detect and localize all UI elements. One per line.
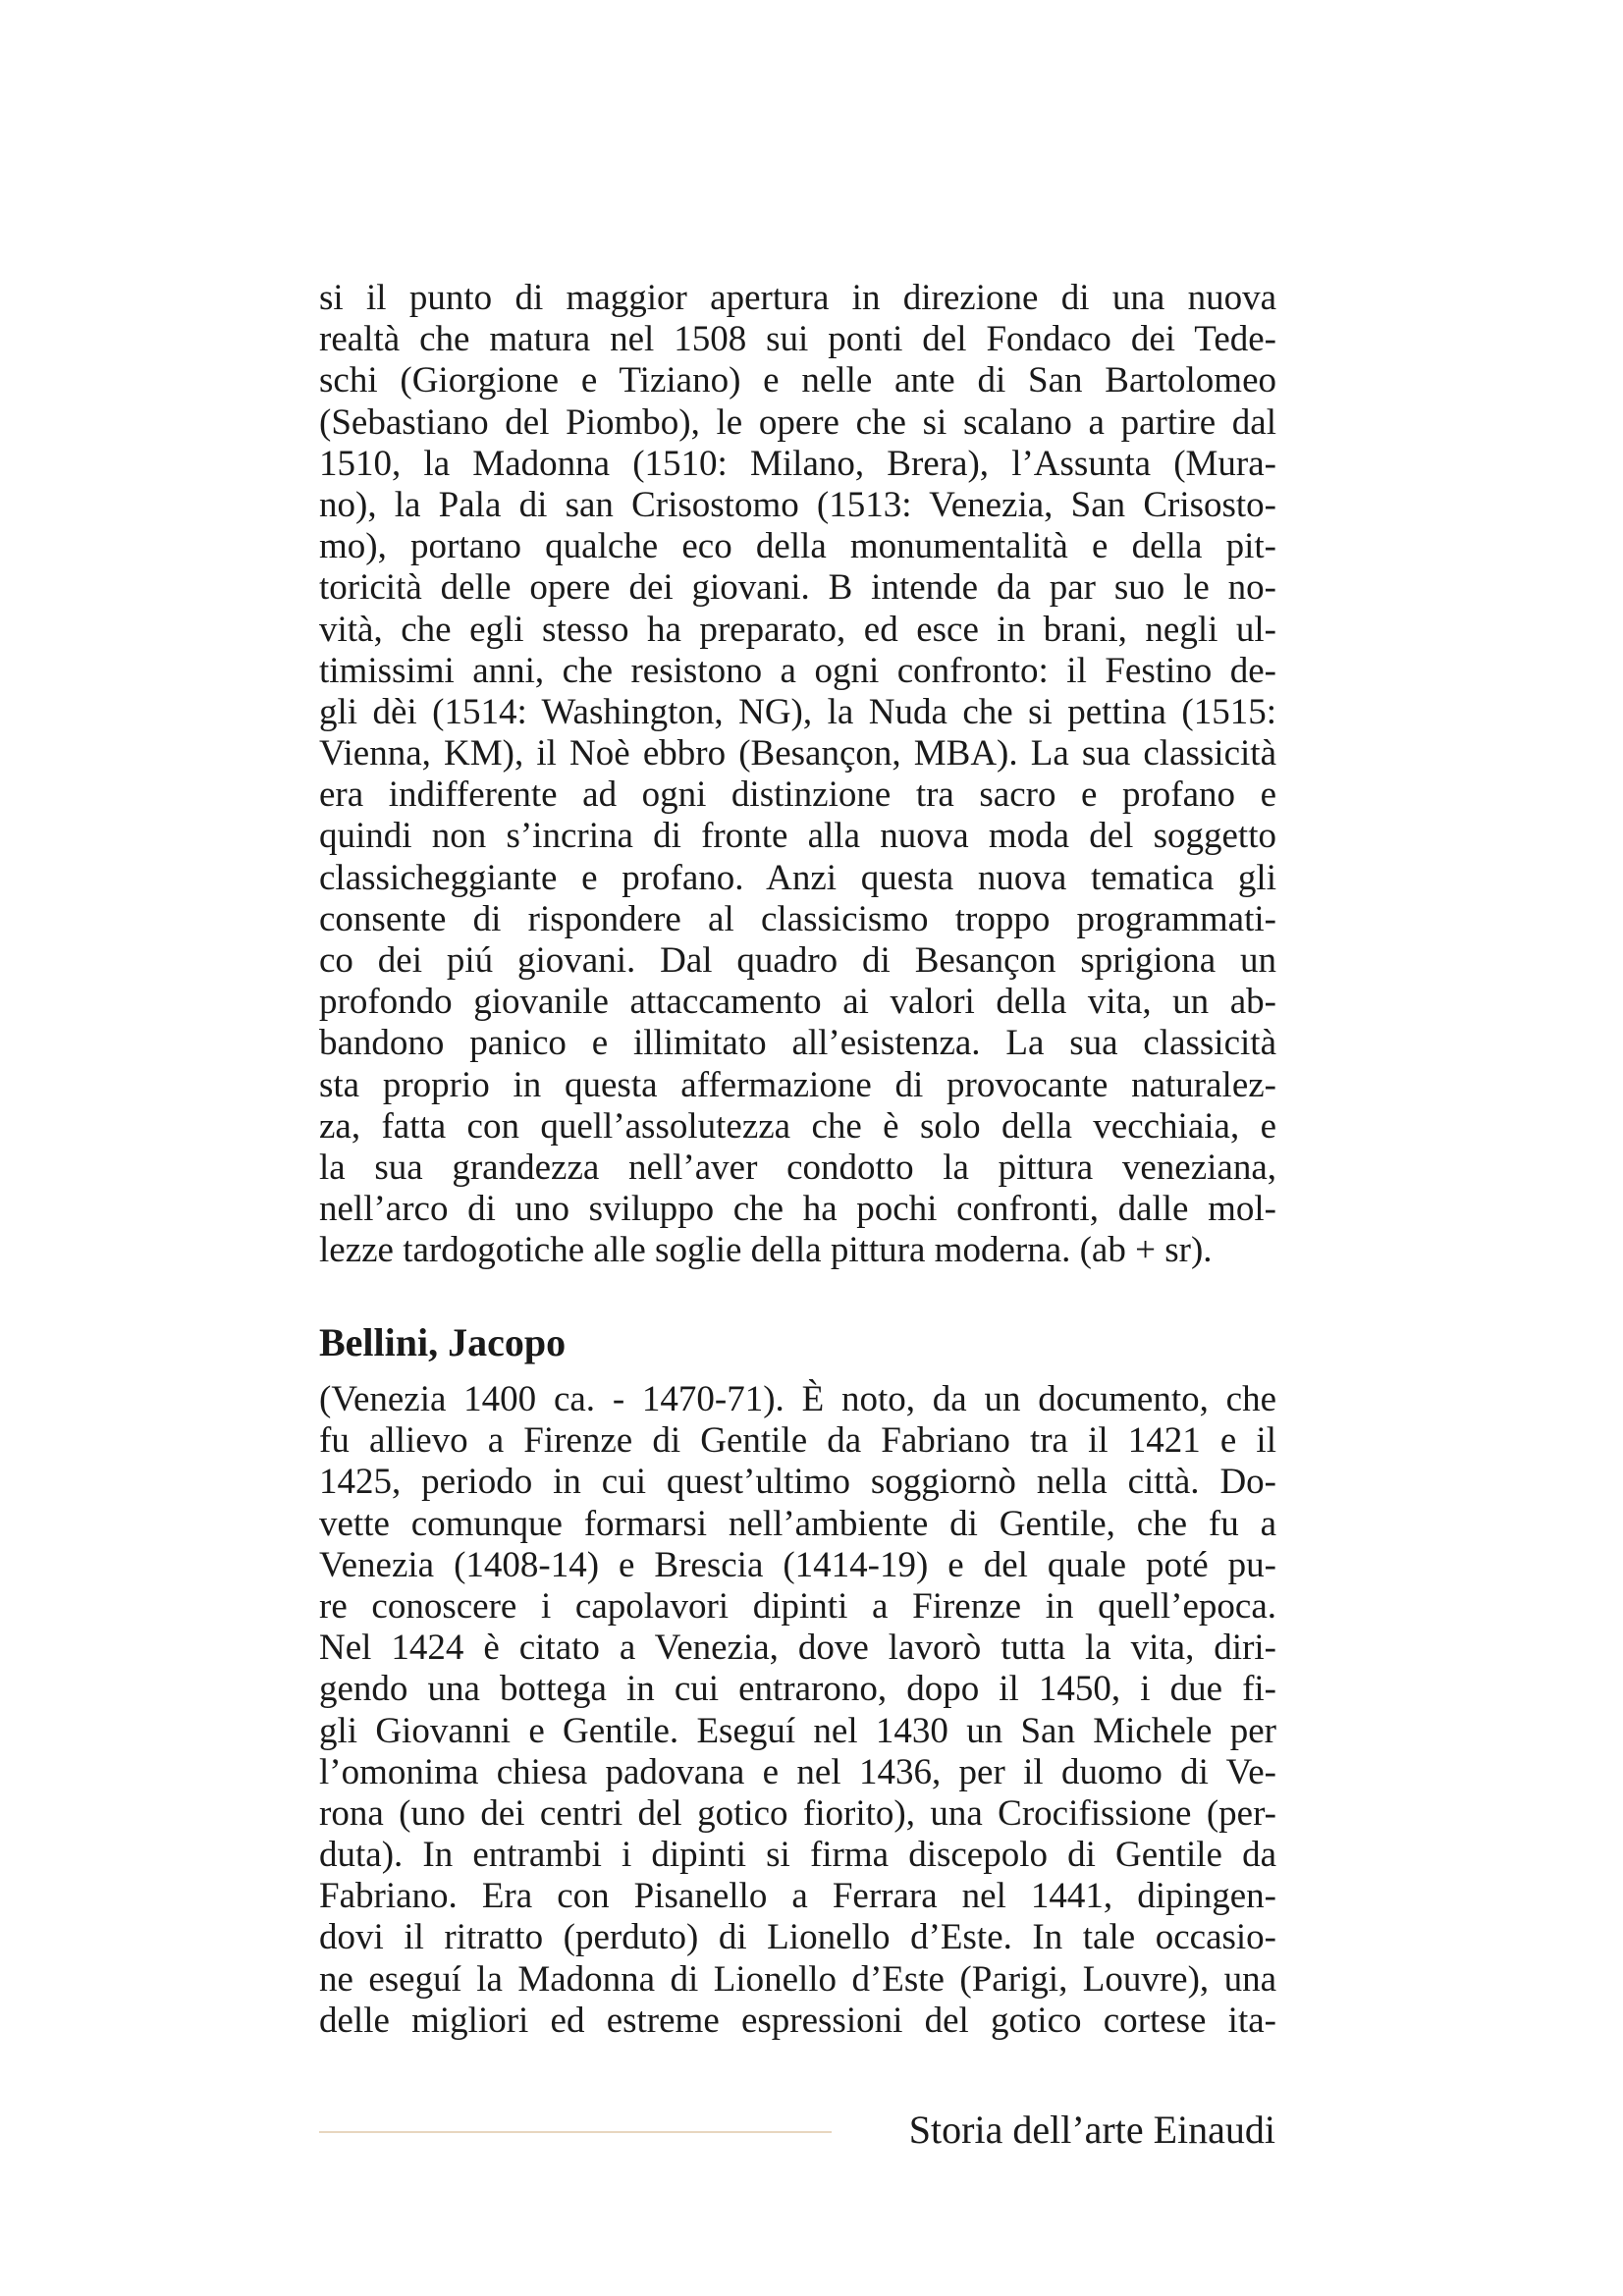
entry-heading: Bellini, Jacopo xyxy=(319,1320,567,1364)
text-line: era indifferente ad ogni distinzione tra sacro e profano e xyxy=(319,774,1276,816)
text-line: no), la Pala di san Crisostomo (1513: Venezia, San Crisosto- xyxy=(319,484,1276,525)
text-line: realtà che matura nel 1508 sui ponti del Fondaco dei Tede- xyxy=(319,319,1276,360)
text-line: delle migliori ed estreme espressioni del gotico cortese ita- xyxy=(319,2000,1276,2041)
text-line: timissimi anni, che resistono a ogni confronto: il Festino de- xyxy=(319,650,1276,691)
text-line: vità, che egli stesso ha preparato, ed esce in brani, negli ul- xyxy=(319,609,1276,650)
text-line: dovi il ritratto (perduto) di Lionello d’Este. In tale occasio- xyxy=(319,1917,1276,1958)
text-line: rona (uno dei centri del gotico fiorito), una Crocifissione (per- xyxy=(319,1792,1276,1834)
text-line: ne eseguí la Madonna di Lionello d’Este (Parigi, Louvre), una xyxy=(319,1958,1276,2000)
text-line: (Sebastiano del Piombo), le opere che si scalano a partire dal xyxy=(319,401,1276,443)
text-line: Nel 1424 è citato a Venezia, dove lavorò tutta la vita, diri- xyxy=(319,1628,1276,1669)
text-line: si il punto di maggior apertura in direzione di una nuova xyxy=(319,278,1276,318)
text-line: 1425, periodo in cui quest’ultimo soggiornò nella città. Do- xyxy=(319,1462,1276,1503)
text-line: gli dèi (1514: Washington, NG), la Nuda che si pettina (1515: xyxy=(319,691,1276,732)
text-line: la sua grandezza nell’aver condotto la pittura veneziana, xyxy=(319,1147,1276,1188)
text-line: Vienna, KM), il Noè ebbro (Besançon, MBA). La sua classicità xyxy=(319,733,1276,774)
text-line: schi (Giorgione e Tiziano) e nelle ante di San Bartolomeo xyxy=(319,360,1276,401)
text-line: l’omonima chiesa padovana e nel 1436, per il duomo di Ve- xyxy=(319,1751,1276,1792)
text-line: consente di rispondere al classicismo troppo programmati- xyxy=(319,898,1276,939)
text-line: Venezia (1408-14) e Brescia (1414-19) e del quale poté pu- xyxy=(319,1544,1276,1585)
text-line: co dei piú giovani. Dal quadro di Besançon sprigiona un xyxy=(319,940,1276,981)
text-line: profondo giovanile attaccamento ai valori della vita, un ab- xyxy=(319,982,1276,1023)
text-line: gendo una bottega in cui entrarono, dopo il 1450, i due fi- xyxy=(319,1669,1276,1710)
text-line: quindi non s’incrina di fronte alla nuova moda del soggetto xyxy=(319,816,1276,857)
text-line: (Venezia 1400 ca. - 1470-71). È noto, da un documento, che xyxy=(319,1379,1276,1419)
footer-rule xyxy=(319,2131,832,2133)
text-line: fu allievo a Firenze di Gentile da Fabriano tra il 1421 e il xyxy=(319,1420,1276,1462)
entry-body xyxy=(319,1379,1276,2042)
text-line: nell’arco di uno sviluppo che ha pochi confronti, dalle mol- xyxy=(319,1189,1276,1230)
text-line: toricità delle opere dei giovani. B intende da par suo le no- xyxy=(319,567,1276,609)
text-line: lezze tardogotiche alle soglie della pittura moderna. (ab + sr). xyxy=(319,1230,1213,1271)
text-line: vette comunque formarsi nell’ambiente di Gentile, che fu a xyxy=(319,1503,1276,1544)
footer-title: Storia dell’arte Einaudi xyxy=(908,2108,1275,2152)
article-continuation xyxy=(319,278,1276,1272)
text-line: sta proprio in questa affermazione di provocante naturalez- xyxy=(319,1064,1276,1105)
text-line: re conoscere i capolavori dipinti a Firenze in quell’epoca. xyxy=(319,1585,1276,1627)
text-line: Fabriano. Era con Pisanello a Ferrara nel 1441, dipingen- xyxy=(319,1876,1276,1917)
text-line: mo), portano qualche eco della monumentalità e della pit- xyxy=(319,526,1276,567)
text-line: classicheggiante e profano. Anzi questa nuova tematica gli xyxy=(319,857,1276,898)
text-line: za, fatta con quell’assolutezza che è solo della vecchiaia, e xyxy=(319,1105,1276,1147)
text-line: gli Giovanni e Gentile. Eseguí nel 1430 un San Michele per xyxy=(319,1710,1276,1751)
text-line: bandono panico e illimitato all’esistenza. La sua classicità xyxy=(319,1023,1276,1064)
text-line: duta). In entrambi i dipinti si firma discepolo di Gentile da xyxy=(319,1835,1276,1876)
text-line: 1510, la Madonna (1510: Milano, Brera), l’Assunta (Mura- xyxy=(319,443,1276,484)
